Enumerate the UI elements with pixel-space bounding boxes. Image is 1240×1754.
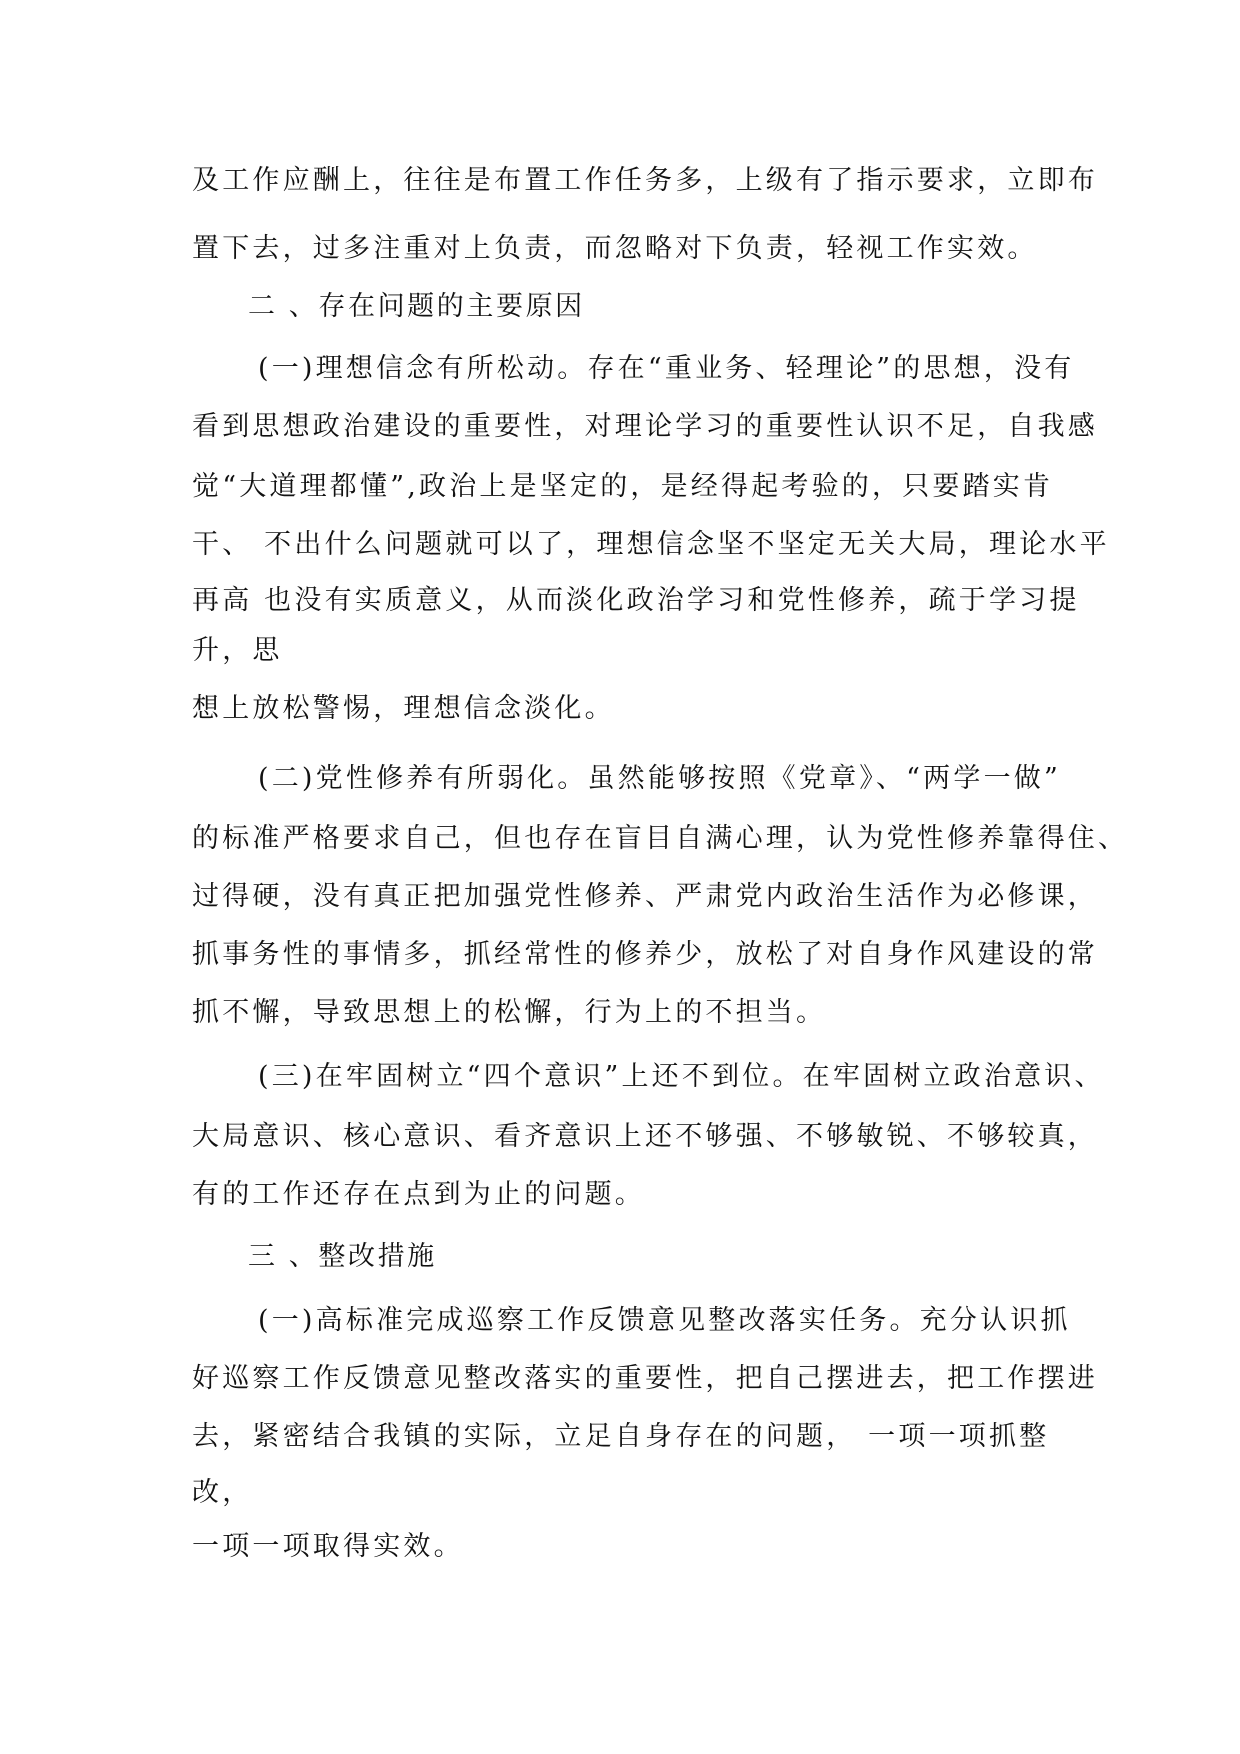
paragraph-line: 过得硬，没有真正把加强党性修养、严肃党内政治生活作为必修课， bbox=[192, 881, 1098, 912]
section-heading: 二 、存在问题的主要原因 bbox=[248, 291, 585, 322]
paragraph-line: 好巡察工作反馈意见整改落实的重要性，把自己摆进去，把工作摆进 bbox=[192, 1363, 1098, 1394]
paragraph-line: 抓不懈，导致思想上的松懈，行为上的不担当。 bbox=[192, 997, 827, 1028]
paragraph-line: 有的工作还存在点到为止的问题。 bbox=[192, 1179, 645, 1210]
paragraph-line: 抓事务性的事情多，抓经常性的修养少，放松了对自身作风建设的常 bbox=[192, 939, 1098, 970]
paragraph-line: 去，紧密结合我镇的实际，立足自身存在的问题， 一项一项抓整 bbox=[192, 1421, 1050, 1452]
paragraph-line: (二)党性修养有所弱化。虽然能够按照《党章》、“两学一做” bbox=[258, 763, 1061, 794]
paragraph-line: 大局意识、核心意识、看齐意识上还不够强、不够敏锐、不够较真， bbox=[192, 1121, 1098, 1152]
paragraph-line: 干、 不出什么问题就可以了，理想信念坚不坚定无关大局，理论水平 bbox=[192, 529, 1110, 560]
paragraph-line: 置下去，过多注重对上负责，而忽略对下负责，轻视工作实效。 bbox=[192, 233, 1038, 264]
paragraph-line: 及工作应酬上，往往是布置工作任务多，上级有了指示要求，立即布 bbox=[192, 165, 1098, 196]
paragraph-line: 升，思 bbox=[192, 635, 283, 666]
paragraph-line: 想上放松警惕，理想信念淡化。 bbox=[192, 693, 615, 724]
paragraph-line: 的标准严格要求自己，但也存在盲目自满心理，认为党性修养靠得住、 bbox=[192, 823, 1129, 854]
paragraph-line: (一)理想信念有所松动。存在“重业务、轻理论”的思想，没有 bbox=[258, 353, 1075, 384]
paragraph-line: 再高 也没有实质意义，从而淡化政治学习和党性修养，疏于学习提 bbox=[192, 585, 1080, 616]
paragraph-line: 看到思想政治建设的重要性，对理论学习的重要性认识不足，自我感 bbox=[192, 411, 1098, 442]
paragraph-line: (三)在牢固树立“四个意识”上还不到位。在牢固树立政治意识、 bbox=[258, 1061, 1105, 1092]
paragraph-line: 一项一项取得实效。 bbox=[192, 1531, 464, 1562]
paragraph-line: (一)高标准完成巡察工作反馈意见整改落实任务。充分认识抓 bbox=[258, 1305, 1071, 1336]
paragraph-line: 改， bbox=[192, 1477, 253, 1508]
paragraph-line: 觉“大道理都懂”,政治上是坚定的，是经得起考验的，只要踏实肯 bbox=[192, 471, 1054, 502]
section-heading: 三 、整改措施 bbox=[248, 1241, 437, 1272]
